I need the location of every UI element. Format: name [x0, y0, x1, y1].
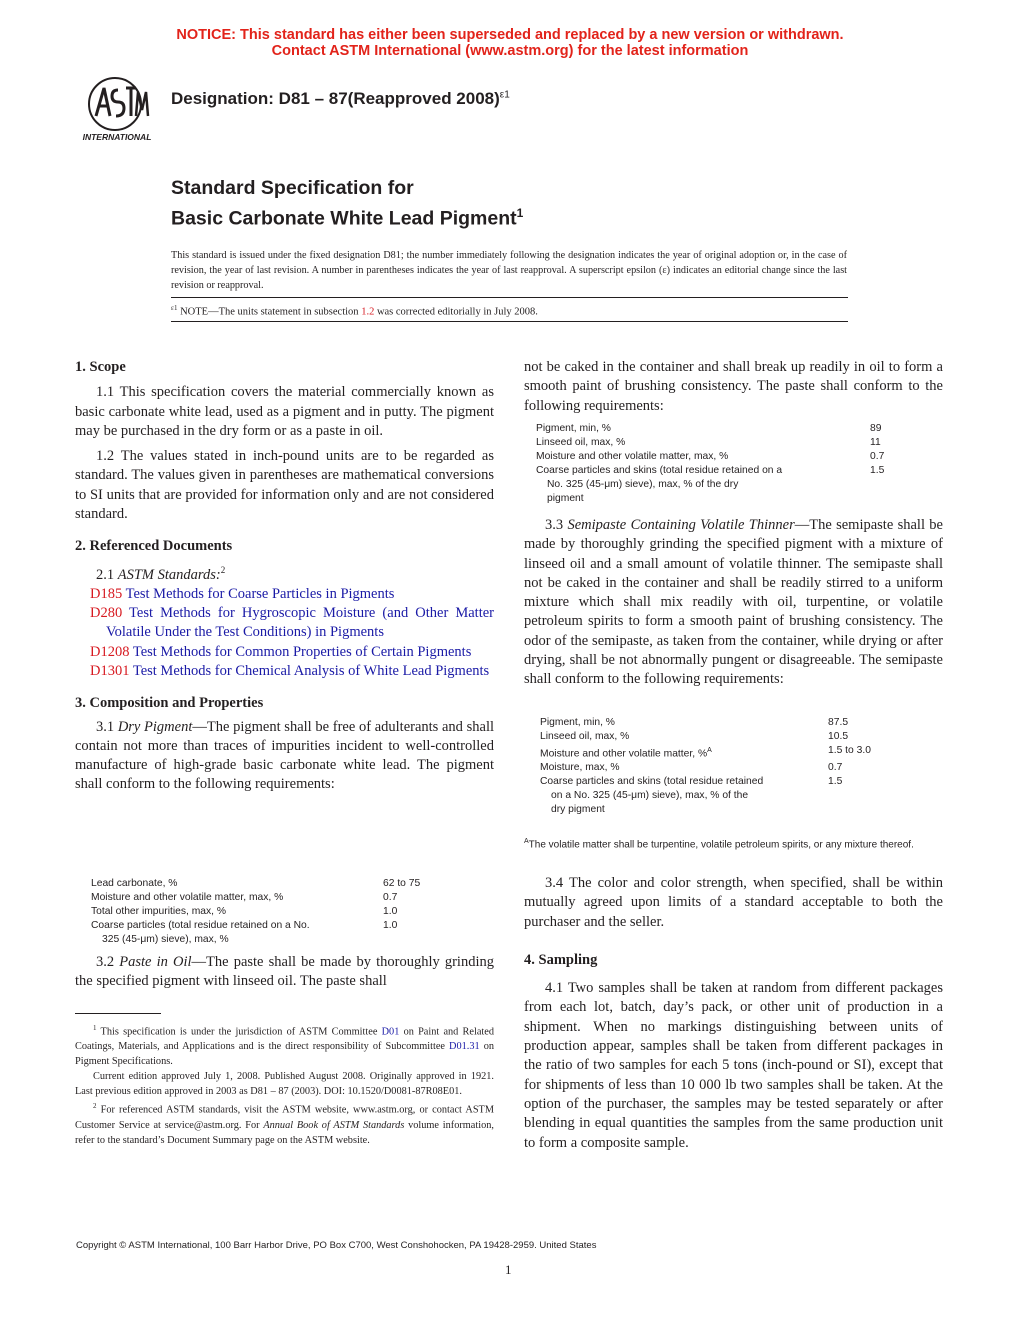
- scope-heading: 1. Scope: [75, 359, 126, 375]
- para-3-4: 3.4 The color and color strength, when specified, shall be within mutually agreed upon limits of a standard acceptable to both the purchaser and the seller.: [524, 875, 943, 930]
- table-note-text: The volatile matter shall be turpentine, volatile petroleum spirits, or any mixture thereof.: [528, 839, 914, 851]
- table-note-sup: A: [524, 838, 529, 845]
- sampling-heading: 4. Sampling: [524, 951, 598, 968]
- row-label: Total other impurities, max, %: [91, 906, 227, 917]
- footnote-link-d01[interactable]: D01: [381, 1026, 400, 1038]
- ref-title[interactable]: Test Methods for Chemical Analysis of White Lead Pigments: [132, 662, 490, 679]
- table-row: [536, 436, 896, 450]
- row-value: 1.5 to 3.0: [828, 745, 871, 756]
- requirements-table-paste: [536, 422, 896, 506]
- para-3-2-block: [75, 953, 494, 992]
- para-2-1-sup: 2: [220, 564, 226, 575]
- row-label-cont2: pigment: [547, 493, 584, 504]
- footnote-2-sup: 2: [93, 1102, 97, 1111]
- right-column-bottom: [524, 874, 943, 1153]
- row-value: 89: [870, 423, 882, 434]
- para-3-2-cont: not be caked in the container and shall break up readily in oil to form a smooth paint of brushing consistency. The paste shall conform to the following requirements:: [524, 359, 943, 414]
- notice-banner: [0, 27, 1020, 59]
- designation-sup: ε1: [499, 89, 510, 101]
- row-value: 10.5: [828, 731, 849, 742]
- logo-subtext: INTERNATIONAL: [82, 132, 152, 142]
- rule-top: [171, 297, 848, 298]
- table-row: [536, 464, 896, 506]
- para-2-1: [75, 561, 494, 585]
- note-sup: ε1: [171, 304, 178, 312]
- row-label: Moisture, max, %: [540, 762, 620, 774]
- table-row: [91, 919, 431, 947]
- row-value: 0.7: [383, 892, 398, 903]
- footnote-2-italic: Annual Book of ASTM Standards: [263, 1119, 405, 1131]
- para-1-2: 1.2 The values stated in inch-pound units are to be regarded as standard. The values given in parentheses are mathematical conversions to SI units that are provided for information only and are not considered standard.: [75, 448, 494, 523]
- footnote-1-edition: Current edition approved July 1, 2008. Published August 2008. Originally approved in 1921. Last previous edition approved in 2003 as D81 – 87 (2003). DOI: 10.1520/D0081-87R08E01.: [75, 1071, 494, 1098]
- para-3-1-num: 3.1: [96, 718, 115, 735]
- ref-code[interactable]: D185: [90, 585, 123, 602]
- row-label-cont: on a No. 325 (45-μm) sieve), max, % of the: [551, 790, 749, 802]
- table-row: [91, 891, 431, 905]
- row-value: 0.7: [870, 451, 885, 462]
- para-3-3: [524, 516, 943, 690]
- notice-line-2: Contact ASTM International (www.astm.org) for the latest information: [271, 43, 749, 59]
- row-label: Pigment, min, %: [536, 423, 611, 434]
- composition-heading: 3. Composition and Properties: [75, 695, 264, 712]
- title-line-1: Standard Specification for: [171, 177, 414, 199]
- row-label-cont: No. 325 (45-μm) sieve), max, % of the dry: [547, 479, 739, 490]
- referenced-heading: 2. Referenced Documents: [75, 538, 233, 555]
- para-3-3-block: [524, 516, 943, 690]
- ref-d1301[interactable]: [75, 662, 494, 681]
- row-value: 1.0: [383, 906, 398, 917]
- row-value: 87.5: [828, 717, 849, 728]
- table-row: [536, 422, 896, 436]
- para-2-1-num: 2.1: [96, 566, 115, 583]
- document-title: [171, 176, 523, 232]
- title-footnote-ref: 1: [516, 206, 524, 220]
- table-row: [540, 730, 910, 744]
- para-3-2-title: Paste in Oil: [119, 954, 192, 970]
- row-label-sup: A: [707, 747, 712, 754]
- row-value: 1.5: [870, 465, 885, 476]
- requirements-table-dry: [91, 877, 431, 947]
- note-before: NOTE—The units statement in subsection: [180, 306, 362, 318]
- table-row: [91, 877, 431, 891]
- para-1-1: 1.1 This specification covers the material commercially known as basic carbonate white lead, used as a pigment and in putty. The pigment may be purchased in the dry form or as a paste in oil.: [75, 384, 494, 439]
- para-3-1-text: —The pigment shall be free of adulterants and shall contain not more than traces of impurities incident to well-controlled manufacture of high-grade basic carbonate white lead. The pigment shall conform to the following requirements:: [75, 718, 495, 793]
- footnotes: [75, 1021, 494, 1148]
- para-2-1-title: ASTM Standards:: [117, 566, 221, 583]
- ref-d280[interactable]: [75, 604, 494, 643]
- editorial-note: [171, 304, 851, 318]
- row-label: Coarse particles and skins (total residue retained: [540, 776, 764, 788]
- right-column-top: [524, 358, 943, 416]
- designation-text: Designation: D81 – 87(Reapproved 2008): [171, 89, 500, 108]
- footnote-1-c: on Pigment Specifications.: [75, 1041, 494, 1068]
- footnote-2-a: For referenced ASTM standards, visit the ASTM website, www.astm.org, or contact ASTM Customer Service at service@astm.org. For: [75, 1104, 495, 1131]
- ref-title[interactable]: Test Methods for Hygroscopic Moisture (and Other Matter Volatile Under the Test Conditions) in Pigments: [106, 605, 494, 641]
- requirements-table-semipaste: [540, 716, 910, 817]
- row-label: Moisture and other volatile matter, max, %: [536, 451, 729, 462]
- para-3-1-title: Dry Pigment: [117, 718, 193, 735]
- ref-d185[interactable]: [75, 585, 494, 604]
- para-3-3-title: Semipaste Containing Volatile Thinner: [567, 517, 795, 533]
- row-label-cont: 325 (45-μm) sieve), max, %: [102, 934, 229, 945]
- table-row: [540, 775, 910, 817]
- table-row: [91, 905, 431, 919]
- row-value: 1.5: [828, 776, 843, 788]
- copyright: Copyright © ASTM International, 100 Barr Harbor Drive, PO Box C700, West Conshohocken, PA 19428-2959. United States: [76, 1240, 597, 1251]
- row-value: 1.0: [383, 920, 398, 931]
- ref-code[interactable]: D1208: [90, 643, 130, 660]
- table-row: [540, 761, 910, 775]
- astm-logo: [74, 76, 160, 144]
- footnote-1-b: on Paint and Related Coatings, Materials, and Applications and is the direct responsibility of Subcommittee: [75, 1026, 495, 1053]
- page-number: 1: [505, 1262, 512, 1277]
- row-label: Linseed oil, max, %: [540, 731, 630, 742]
- table-note: [524, 834, 944, 852]
- table-row: [540, 716, 910, 730]
- note-after: was corrected editorially in July 2008.: [374, 306, 538, 318]
- para-3-2: [75, 953, 494, 992]
- footnote-2: [75, 1099, 494, 1147]
- footnote-link-d01-31[interactable]: D01.31: [449, 1041, 480, 1053]
- para-3-3-text: —The semipaste shall be made by thoroughly grinding the specified pigment with a mixture of linseed oil and a small amount of volatile thinner. The semipaste shall not be caked in the container and shall be readily stirred to a uniform mixture which shall mix readily with oil, turpentine, or volatile petroleum spirits to form a smooth paint of brushing consistency. The odor of the semipaste, as taken from the container, while drying or after drying, shall be not abnormally pungent or disagreeable. The semipaste shall conform to the following requirements:: [524, 517, 943, 688]
- row-label: Coarse particles (total residue retained on a No.: [91, 920, 310, 931]
- footnote-2-b: volume information, refer to the standard’s Document Summary page on the ASTM website.: [75, 1119, 494, 1146]
- rule-bottom: [171, 321, 848, 322]
- para-3-1: [75, 718, 494, 795]
- title-line-2: Basic Carbonate White Lead Pigment: [171, 207, 517, 230]
- row-value: 62 to 75: [383, 878, 421, 889]
- astm-logo-icon: [74, 76, 160, 144]
- table-row: [540, 744, 910, 761]
- issued-statement: This standard is issued under the fixed designation D81; the number immediately following the designation indicates the year of original adoption or, in the case of revision, the year of last revision. A number in parentheses indicates the year of last reapproval. A superscript epsilon (ε) indicates an editorial change since the last revision or reapproval.: [171, 250, 847, 291]
- ref-code[interactable]: D280: [90, 605, 123, 622]
- para-3-3-num: 3.3: [545, 517, 564, 533]
- ref-d1208[interactable]: [75, 643, 494, 662]
- para-4-1: 4.1 Two samples shall be taken at random from different packages from each lot, batch, day’s pack, or other unit of production in a shipment. When no markings distinguishing between units of production appear, samples shall be taken from different packages in the ratio of two samples for each 5 tons (inch-pound or SI), except that for shipments of less than 10 000 lb two samples shall be taken. At the option of the purchaser, the samples may be tested separately or after blending in equal quantities the samples from the same production unit to form a composite sample.: [524, 980, 943, 1151]
- ref-code[interactable]: D1301: [90, 662, 130, 679]
- footnote-1-sup: 1: [93, 1024, 97, 1032]
- row-label: Linseed oil, max, %: [536, 437, 626, 448]
- table-row: [536, 450, 896, 464]
- footnote-1-a: This specification is under the jurisdiction of ASTM Committee: [100, 1026, 382, 1038]
- ref-title[interactable]: Test Methods for Common Properties of Certain Pigments: [132, 643, 472, 660]
- note-link-1-2[interactable]: 1.2: [361, 306, 375, 318]
- row-label-cont2: dry pigment: [551, 804, 605, 816]
- para-3-2-num: 3.2: [96, 954, 115, 970]
- notice-line-1: NOTICE: This standard has either been superseded and replaced by a new version or withdrawn.: [176, 27, 844, 43]
- ref-title[interactable]: Test Methods for Coarse Particles in Pigments: [125, 585, 395, 602]
- row-label: Moisture and other volatile matter, %: [540, 748, 708, 760]
- row-value: 0.7: [828, 762, 843, 774]
- designation: [171, 89, 510, 109]
- footnote-rule: [75, 1013, 161, 1014]
- row-label: Coarse particles and skins (total residue retained on a: [536, 465, 783, 476]
- row-value: 11: [870, 437, 881, 448]
- para-3-2-text: —The paste shall be made by thoroughly grinding the specified pigment with linseed oil. The paste shall: [75, 954, 494, 990]
- footnote-1: [75, 1021, 494, 1069]
- left-column: [75, 358, 494, 795]
- row-label: Lead carbonate, %: [91, 878, 178, 889]
- row-label: Pigment, min, %: [540, 717, 615, 728]
- row-label: Moisture and other volatile matter, max, %: [91, 892, 284, 903]
